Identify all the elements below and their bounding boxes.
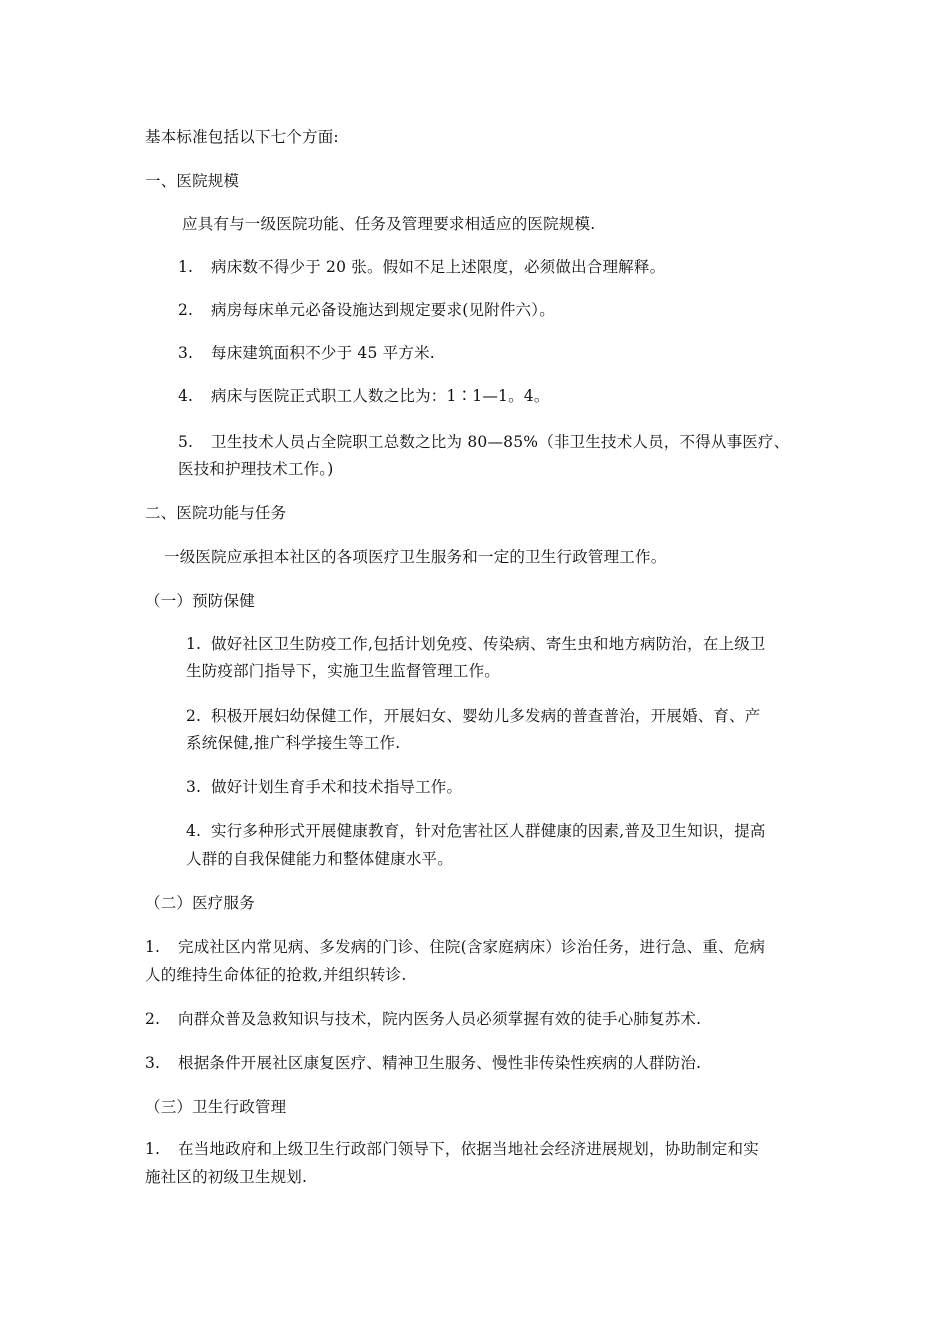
list-item: [145, 1053, 701, 1073]
list-item-continuation: 人的维持生命体征的抢救,并组织转诊.: [145, 966, 407, 984]
list-number: 4.: [186, 822, 202, 840]
list-number: 3.: [178, 344, 194, 362]
list-item: [186, 777, 462, 797]
list-item: [186, 706, 761, 726]
list-item: [145, 937, 765, 957]
list-text: 积极开展妇幼保健工作，开展妇女、婴幼儿多发病的普查普治，开展婚、育、产: [211, 707, 761, 725]
list-item: [178, 386, 550, 406]
list-item-continuation: 生防疫部门指导下，实施卫生监督管理工作。: [186, 662, 501, 680]
list-item-continuation: 系统保健,推广科学接生等工作.: [186, 734, 401, 752]
section-2-heading: 二、医院功能与任务: [145, 504, 287, 522]
list-item: [145, 1139, 759, 1159]
list-item: [178, 300, 555, 320]
list-number: 3.: [145, 1054, 161, 1072]
list-item-continuation: 人群的自我保健能力和整体健康水平。: [186, 850, 453, 868]
list-number: 1.: [145, 1140, 161, 1158]
list-item: [186, 634, 766, 654]
subsection-1-heading: （一）预防保健: [145, 592, 255, 610]
list-number: 5.: [178, 433, 194, 451]
section-1-heading: 一、医院规模: [145, 172, 240, 190]
list-text: 完成社区内常见病、多发病的门诊、住院(含家庭病床）诊治任务，进行急、重、危病: [178, 938, 766, 956]
list-item-continuation: 施社区的初级卫生规划.: [145, 1168, 308, 1186]
list-text: 在当地政府和上级卫生行政部门领导下，依据当地社会经济进展规划，协助制定和实: [178, 1140, 759, 1158]
list-item: [178, 343, 435, 363]
intro-line: 基本标准包括以下七个方面:: [145, 128, 339, 146]
list-text: 病床数不得少于 20 张。假如不足上述限度，必须做出合理解释。: [211, 258, 666, 276]
list-item-continuation: 医技和护理技术工作。): [178, 460, 334, 478]
list-text: 病床与医院正式职工人数之比为：1∶1—1。4。: [211, 387, 550, 405]
list-number: 2.: [178, 301, 194, 319]
list-text: 做好社区卫生防疫工作,包括计划免疫、传染病、寄生虫和地方病防治，在上级卫: [211, 635, 766, 653]
section-2-lead: 一级医院应承担本社区的各项医疗卫生服务和一定的卫生行政管理工作。: [164, 548, 667, 566]
list-text: 每床建筑面积不少于 45 平方米.: [211, 344, 435, 362]
list-text: 实行多种形式开展健康教育，针对危害社区人群健康的因素,普及卫生知识，提高: [211, 822, 766, 840]
list-text: 病房每床单元必备设施达到规定要求(见附件六）。: [211, 301, 555, 319]
list-text: 做好计划生育手术和技术指导工作。: [211, 778, 463, 796]
list-number: 1.: [178, 258, 194, 276]
list-item: [178, 432, 789, 452]
list-number: 1.: [186, 635, 202, 653]
list-item: [186, 821, 766, 841]
section-1-lead: 应具有与一级医院功能、任务及管理要求相适应的医院规模.: [182, 215, 596, 233]
list-item: [178, 257, 665, 277]
list-number: 2.: [186, 707, 202, 725]
subsection-3-heading: （三）卫生行政管理: [145, 1098, 287, 1116]
list-number: 2.: [145, 1010, 161, 1028]
list-text: 根据条件开展社区康复医疗、精神卫生服务、慢性非传染性疾病的人群防治.: [178, 1054, 702, 1072]
list-item: [145, 1009, 701, 1029]
list-text: 卫生技术人员占全院职工总数之比为 80—85%（非卫生技术人员，不得从事医疗、: [211, 433, 790, 451]
subsection-2-heading: （二）医疗服务: [145, 894, 255, 912]
list-number: 1.: [145, 938, 161, 956]
list-number: 3.: [186, 778, 202, 796]
list-text: 向群众普及急救知识与技术，院内医务人员必须掌握有效的徒手心肺复苏术.: [178, 1010, 702, 1028]
list-number: 4.: [178, 387, 194, 405]
